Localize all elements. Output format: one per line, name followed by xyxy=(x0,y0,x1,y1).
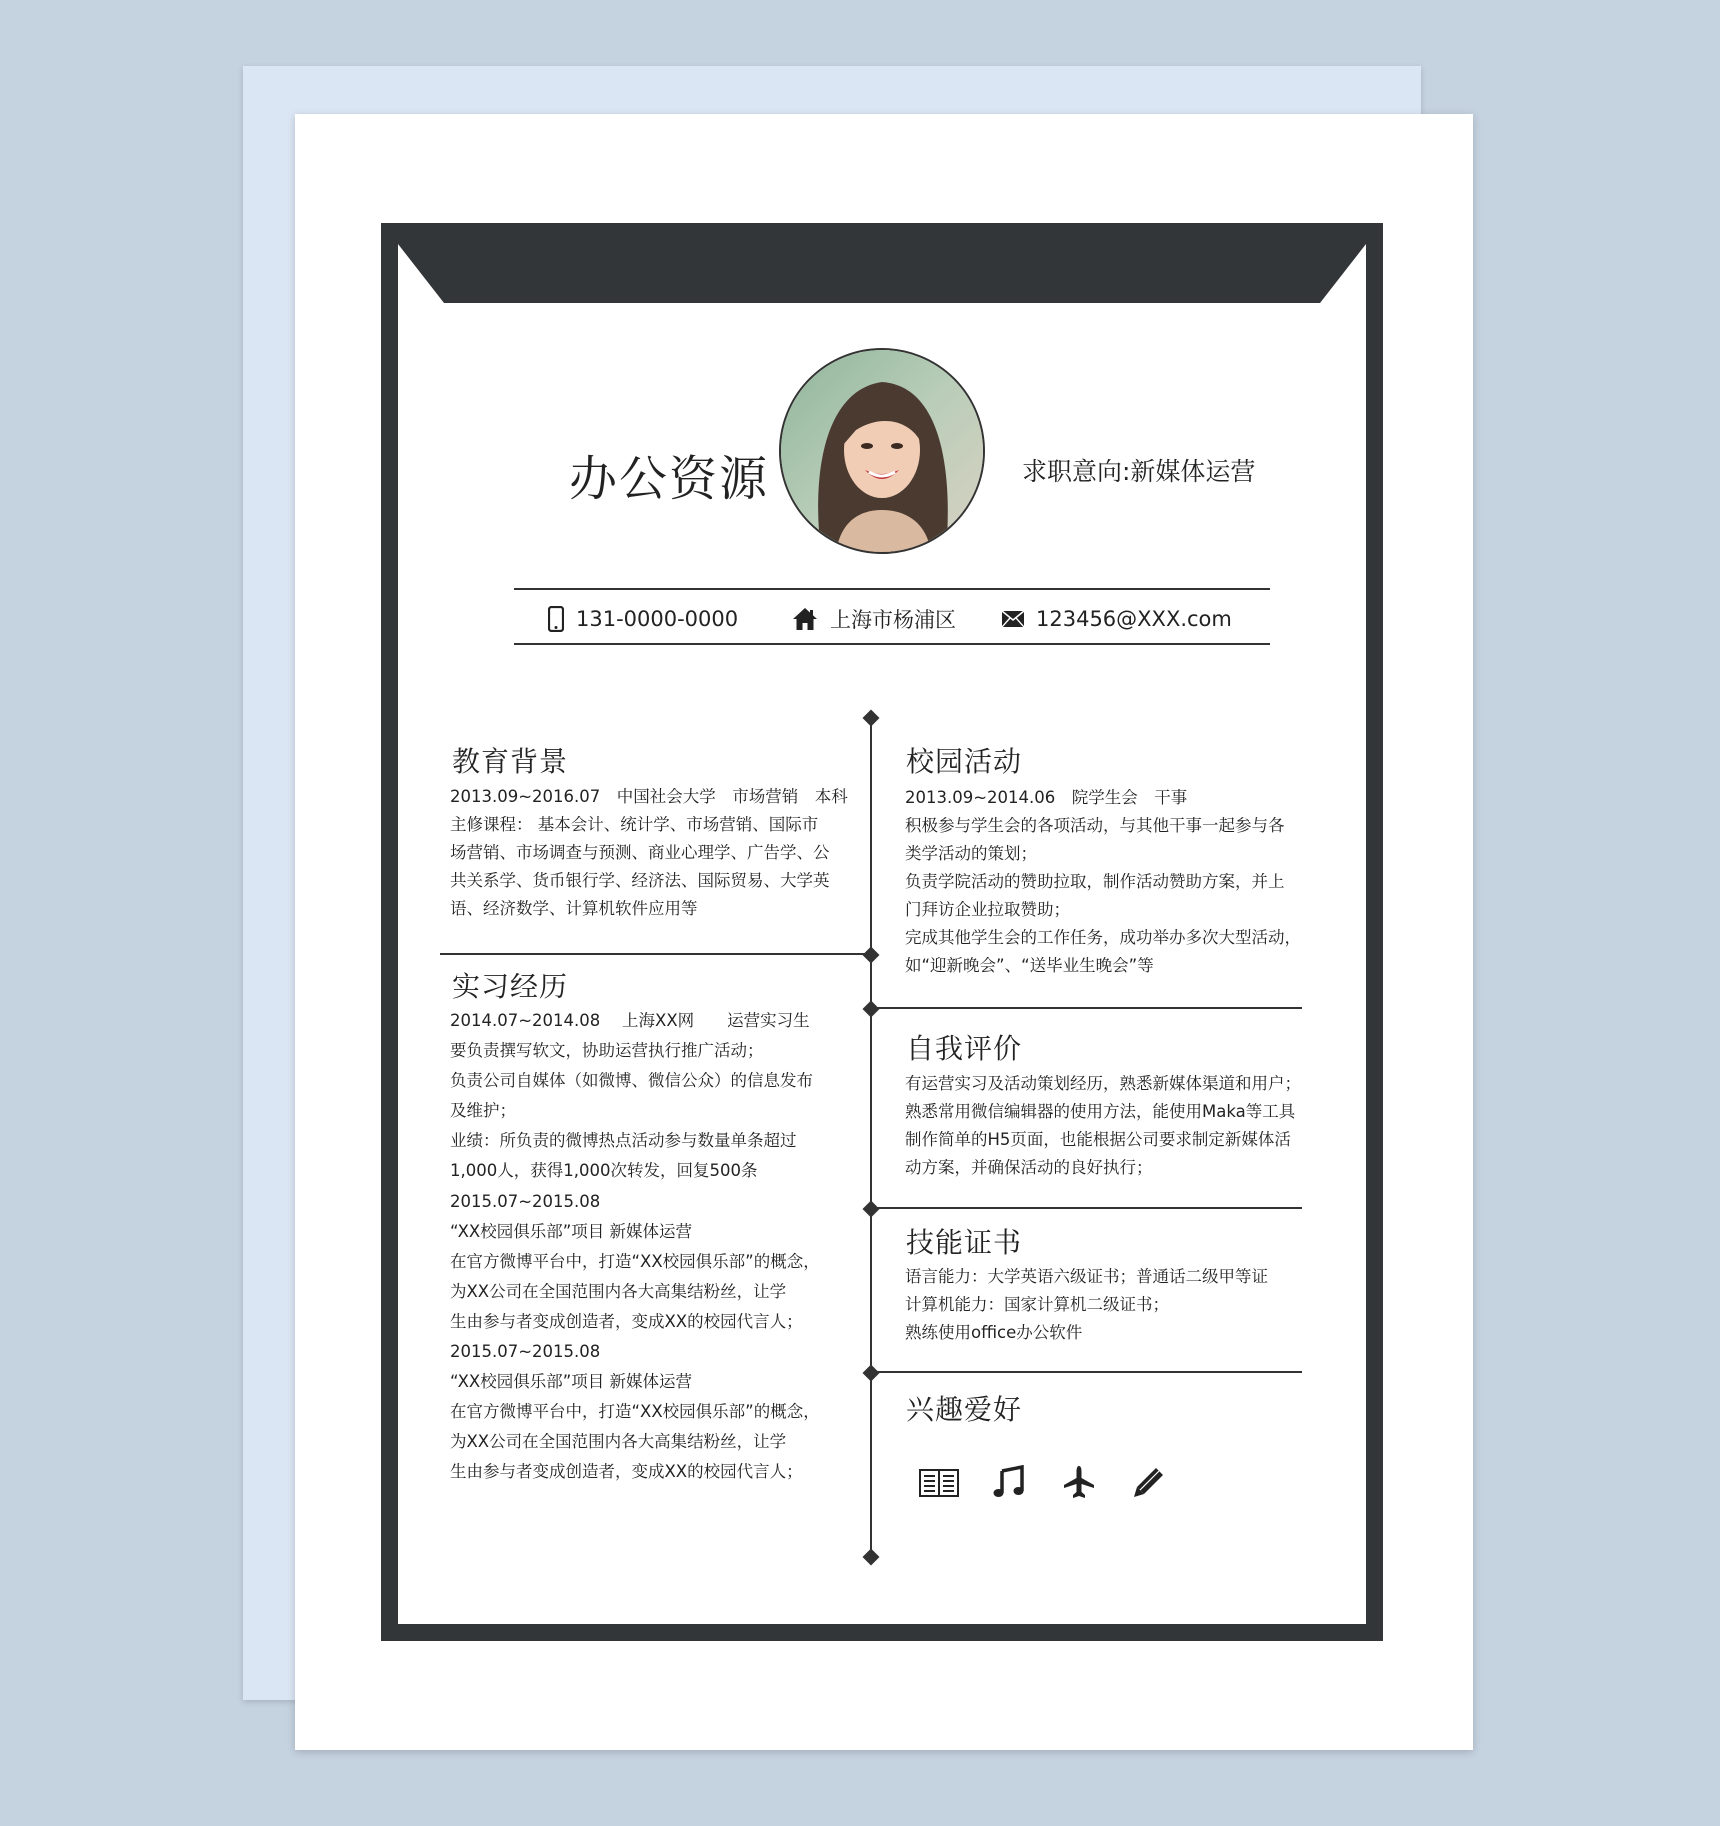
section-divider xyxy=(872,1371,1302,1373)
contact-phone xyxy=(548,603,738,635)
phone-icon xyxy=(548,606,564,632)
timeline-diamond xyxy=(863,1201,880,1218)
internship-line: “XX校园俱乐部”项目 新媒体运营 xyxy=(450,1221,692,1241)
internship-line: 负责公司自媒体（如微博、微信公众）的信息发布 xyxy=(450,1071,813,1091)
skills-line: 语言能力：大学英语六级证书；普通话二级甲等证 xyxy=(905,1267,1268,1286)
internship-line: 2015.07~2015.08 xyxy=(450,1342,601,1362)
hobbies-title: 兴趣爱好 xyxy=(906,1393,1023,1426)
section-divider xyxy=(872,1207,1302,1209)
section-divider xyxy=(872,1007,1302,1009)
skills-body xyxy=(905,1263,1268,1347)
campus-title: 校园活动 xyxy=(906,745,1023,778)
hobbies-icons xyxy=(904,1462,1184,1502)
pencil-icon xyxy=(1114,1462,1184,1502)
internship-title: 实习经历 xyxy=(452,970,569,1003)
phone-text: 131-0000-0000 xyxy=(576,607,739,631)
contact-bottom-rule xyxy=(514,643,1270,645)
address-text: 上海市杨浦区 xyxy=(830,608,956,632)
self-eval-body xyxy=(905,1070,1301,1182)
book-icon xyxy=(904,1462,974,1502)
campus-line: 类学活动的策划； xyxy=(905,844,1037,863)
internship-line: 要负责撰写软文，协助运营执行推广活动； xyxy=(450,1041,764,1061)
contact-email xyxy=(1002,603,1232,635)
timeline-diamond xyxy=(863,947,880,964)
internship-line: 1,000人，获得1,000次转发，回复500条 xyxy=(450,1161,758,1181)
email-text: 123456@XXX.com xyxy=(1036,607,1232,631)
internship-line: “XX校园俱乐部”项目 新媒体运营 xyxy=(450,1372,692,1392)
education-line: 共关系学、货币银行学、经济法、国际贸易、大学英 xyxy=(450,871,830,890)
timeline-line xyxy=(870,718,872,1558)
home-icon xyxy=(792,607,818,631)
self-eval-line: 有运营实习及活动策划经历，熟悉新媒体渠道和用户； xyxy=(905,1074,1301,1093)
self-eval-line: 制作简单的H5页面，也能根据公司要求制定新媒体活 xyxy=(905,1130,1291,1149)
campus-line: 门拜访企业拉取赞助； xyxy=(905,900,1070,919)
campus-line: 负责学院活动的赞助拉取，制作活动赞助方案，并上 xyxy=(905,872,1285,891)
self-eval-line: 动方案，并确保活动的良好执行； xyxy=(905,1158,1153,1177)
timeline-diamond xyxy=(863,1549,880,1566)
campus-body xyxy=(905,784,1301,980)
contact-address xyxy=(792,603,956,635)
internship-line: 2015.07~2015.08 xyxy=(450,1191,601,1211)
avatar xyxy=(779,348,985,554)
education-line: 2013.09~2016.07 中国社会大学 市场营销 本科 xyxy=(450,787,848,806)
section-divider xyxy=(440,953,870,955)
internship-line: 生由参与者变成创造者，变成XX的校园代言人； xyxy=(450,1311,803,1331)
self-eval-title: 自我评价 xyxy=(906,1032,1023,1065)
internship-line: 2014.07~2014.08 上海XX网 运营实习生 xyxy=(450,1011,810,1030)
internship-line: 业绩：所负责的微博热点活动参与数量单条超过 xyxy=(450,1131,797,1151)
self-eval-line: 熟悉常用微信编辑器的使用方法，能使用Maka等工具 xyxy=(905,1102,1296,1121)
education-line: 主修课程： 基本会计、统计学、市场营销、国际市 xyxy=(450,815,819,834)
contact-top-rule xyxy=(514,588,1270,590)
campus-line: 积极参与学生会的各项活动，与其他干事一起参与各 xyxy=(905,816,1285,835)
campus-line: 2013.09~2014.06 院学生会 干事 xyxy=(905,788,1188,807)
airplane-icon xyxy=(1044,1462,1114,1502)
campus-line: 如“迎新晚会”、“送毕业生晚会”等 xyxy=(905,956,1154,975)
internship-line: 为XX公司在全国范围内各大高集结粉丝，让学 xyxy=(450,1281,787,1301)
internship-line: 为XX公司在全国范围内各大高集结粉丝，让学 xyxy=(450,1432,787,1452)
candidate-name: 办公资源 xyxy=(569,451,770,507)
education-body xyxy=(450,783,848,923)
skills-line: 熟练使用office办公软件 xyxy=(905,1323,1083,1342)
timeline-diamond xyxy=(863,1001,880,1018)
internship-line: 及维护； xyxy=(450,1101,516,1121)
internship-line: 在官方微博平台中，打造“XX校园俱乐部”的概念， xyxy=(450,1251,820,1271)
internship-body xyxy=(450,1006,820,1488)
skills-line: 计算机能力：国家计算机二级证书； xyxy=(905,1295,1169,1314)
campus-line: 完成其他学生会的工作任务，成功举办多次大型活动， xyxy=(905,928,1301,947)
header-band xyxy=(398,240,1366,303)
internship-line: 生由参与者变成创造者，变成XX的校园代言人； xyxy=(450,1462,803,1482)
education-line: 场营销、市场调查与预测、商业心理学、广告学、公 xyxy=(450,843,830,862)
skills-title: 技能证书 xyxy=(906,1226,1023,1259)
timeline-diamond xyxy=(863,1365,880,1382)
job-intent: 求职意向:新媒体运营 xyxy=(1022,457,1256,486)
music-note-icon xyxy=(974,1462,1044,1502)
resume-page xyxy=(398,240,1366,1624)
education-line: 语、经济数学、计算机软件应用等 xyxy=(450,899,698,918)
education-title: 教育背景 xyxy=(452,745,569,778)
timeline-diamond xyxy=(863,710,880,727)
mail-icon xyxy=(1002,611,1024,627)
internship-line: 在官方微博平台中，打造“XX校园俱乐部”的概念， xyxy=(450,1402,820,1422)
